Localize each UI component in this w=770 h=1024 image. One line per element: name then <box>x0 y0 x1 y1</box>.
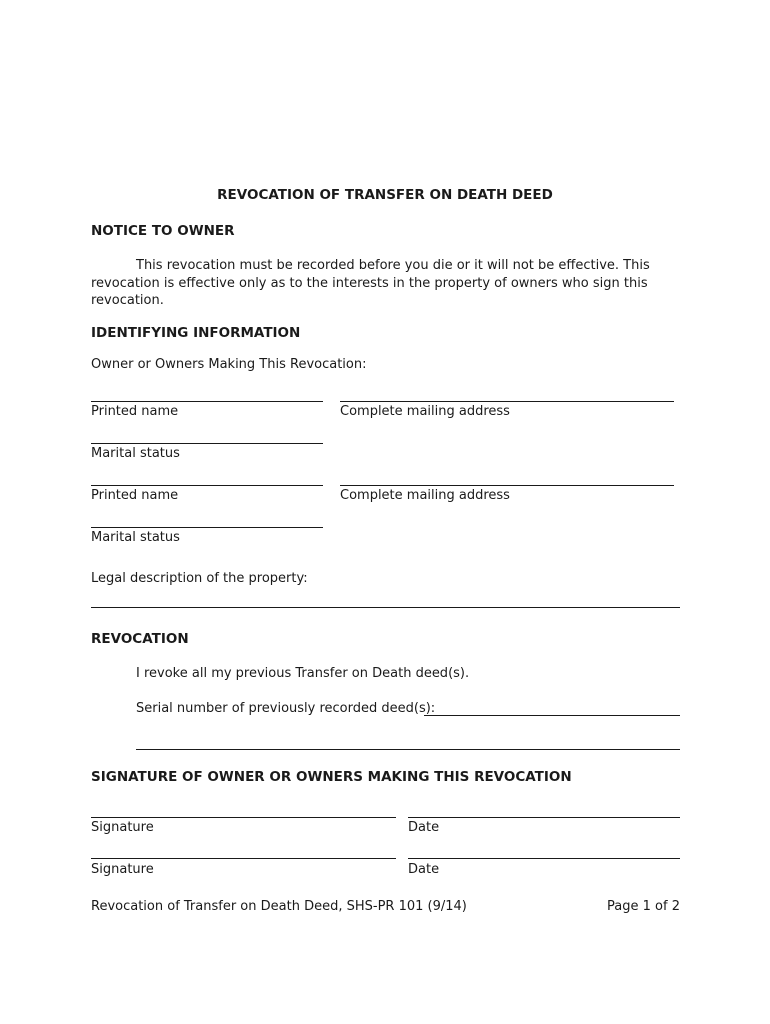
printed-name-label-1: Printed name <box>91 404 179 419</box>
printed-name-field-2[interactable] <box>91 485 323 486</box>
revocation-heading: REVOCATION <box>91 631 189 647</box>
mailing-address-label-2: Complete mailing address <box>340 488 510 503</box>
notice-paragraph <box>91 257 681 310</box>
notice-heading: NOTICE TO OWNER <box>91 223 235 239</box>
footer-page-number: Page 1 of 2 <box>607 899 680 914</box>
date-field-1[interactable] <box>408 817 680 818</box>
marital-status-label-2: Marital status <box>91 530 180 545</box>
mailing-address-field-1[interactable] <box>340 401 674 402</box>
date-label-1: Date <box>408 820 440 835</box>
notice-line-2: revocation is effective only as to the interests in the property of owners who sign this <box>91 275 648 291</box>
signature-field-2[interactable] <box>91 858 396 859</box>
serial-number-field[interactable] <box>424 715 680 716</box>
marital-status-label-1: Marital status <box>91 446 180 461</box>
mailing-address-label-1: Complete mailing address <box>340 404 510 419</box>
document-title: REVOCATION OF TRANSFER ON DEATH DEED <box>217 187 553 203</box>
signature-label-2: Signature <box>91 862 154 877</box>
identifying-heading: IDENTIFYING INFORMATION <box>91 325 301 341</box>
printed-name-field-1[interactable] <box>91 401 323 402</box>
notice-line-3: revocation. <box>91 293 164 308</box>
serial-number-field-continued[interactable] <box>136 749 680 750</box>
footer-form-name: Revocation of Transfer on Death Deed, SHS-PR 101 (9/14) <box>91 899 467 914</box>
owners-label: Owner or Owners Making This Revocation: <box>91 357 367 372</box>
legal-description-label: Legal description of the property: <box>91 571 308 586</box>
signature-field-1[interactable] <box>91 817 396 818</box>
date-field-2[interactable] <box>408 858 680 859</box>
notice-line-1: This revocation must be recorded before you die or it will not be effective. This <box>136 258 650 273</box>
legal-description-field[interactable] <box>91 607 680 608</box>
serial-number-label: Serial number of previously recorded deed(s): <box>136 701 436 716</box>
signature-label-1: Signature <box>91 820 154 835</box>
date-label-2: Date <box>408 862 440 877</box>
marital-status-field-2[interactable] <box>91 527 323 528</box>
mailing-address-field-2[interactable] <box>340 485 674 486</box>
revocation-statement: I revoke all my previous Transfer on Death deed(s). <box>136 666 470 681</box>
printed-name-label-2: Printed name <box>91 488 179 503</box>
signature-heading: SIGNATURE OF OWNER OR OWNERS MAKING THIS REVOCATION <box>91 769 572 785</box>
marital-status-field-1[interactable] <box>91 443 323 444</box>
